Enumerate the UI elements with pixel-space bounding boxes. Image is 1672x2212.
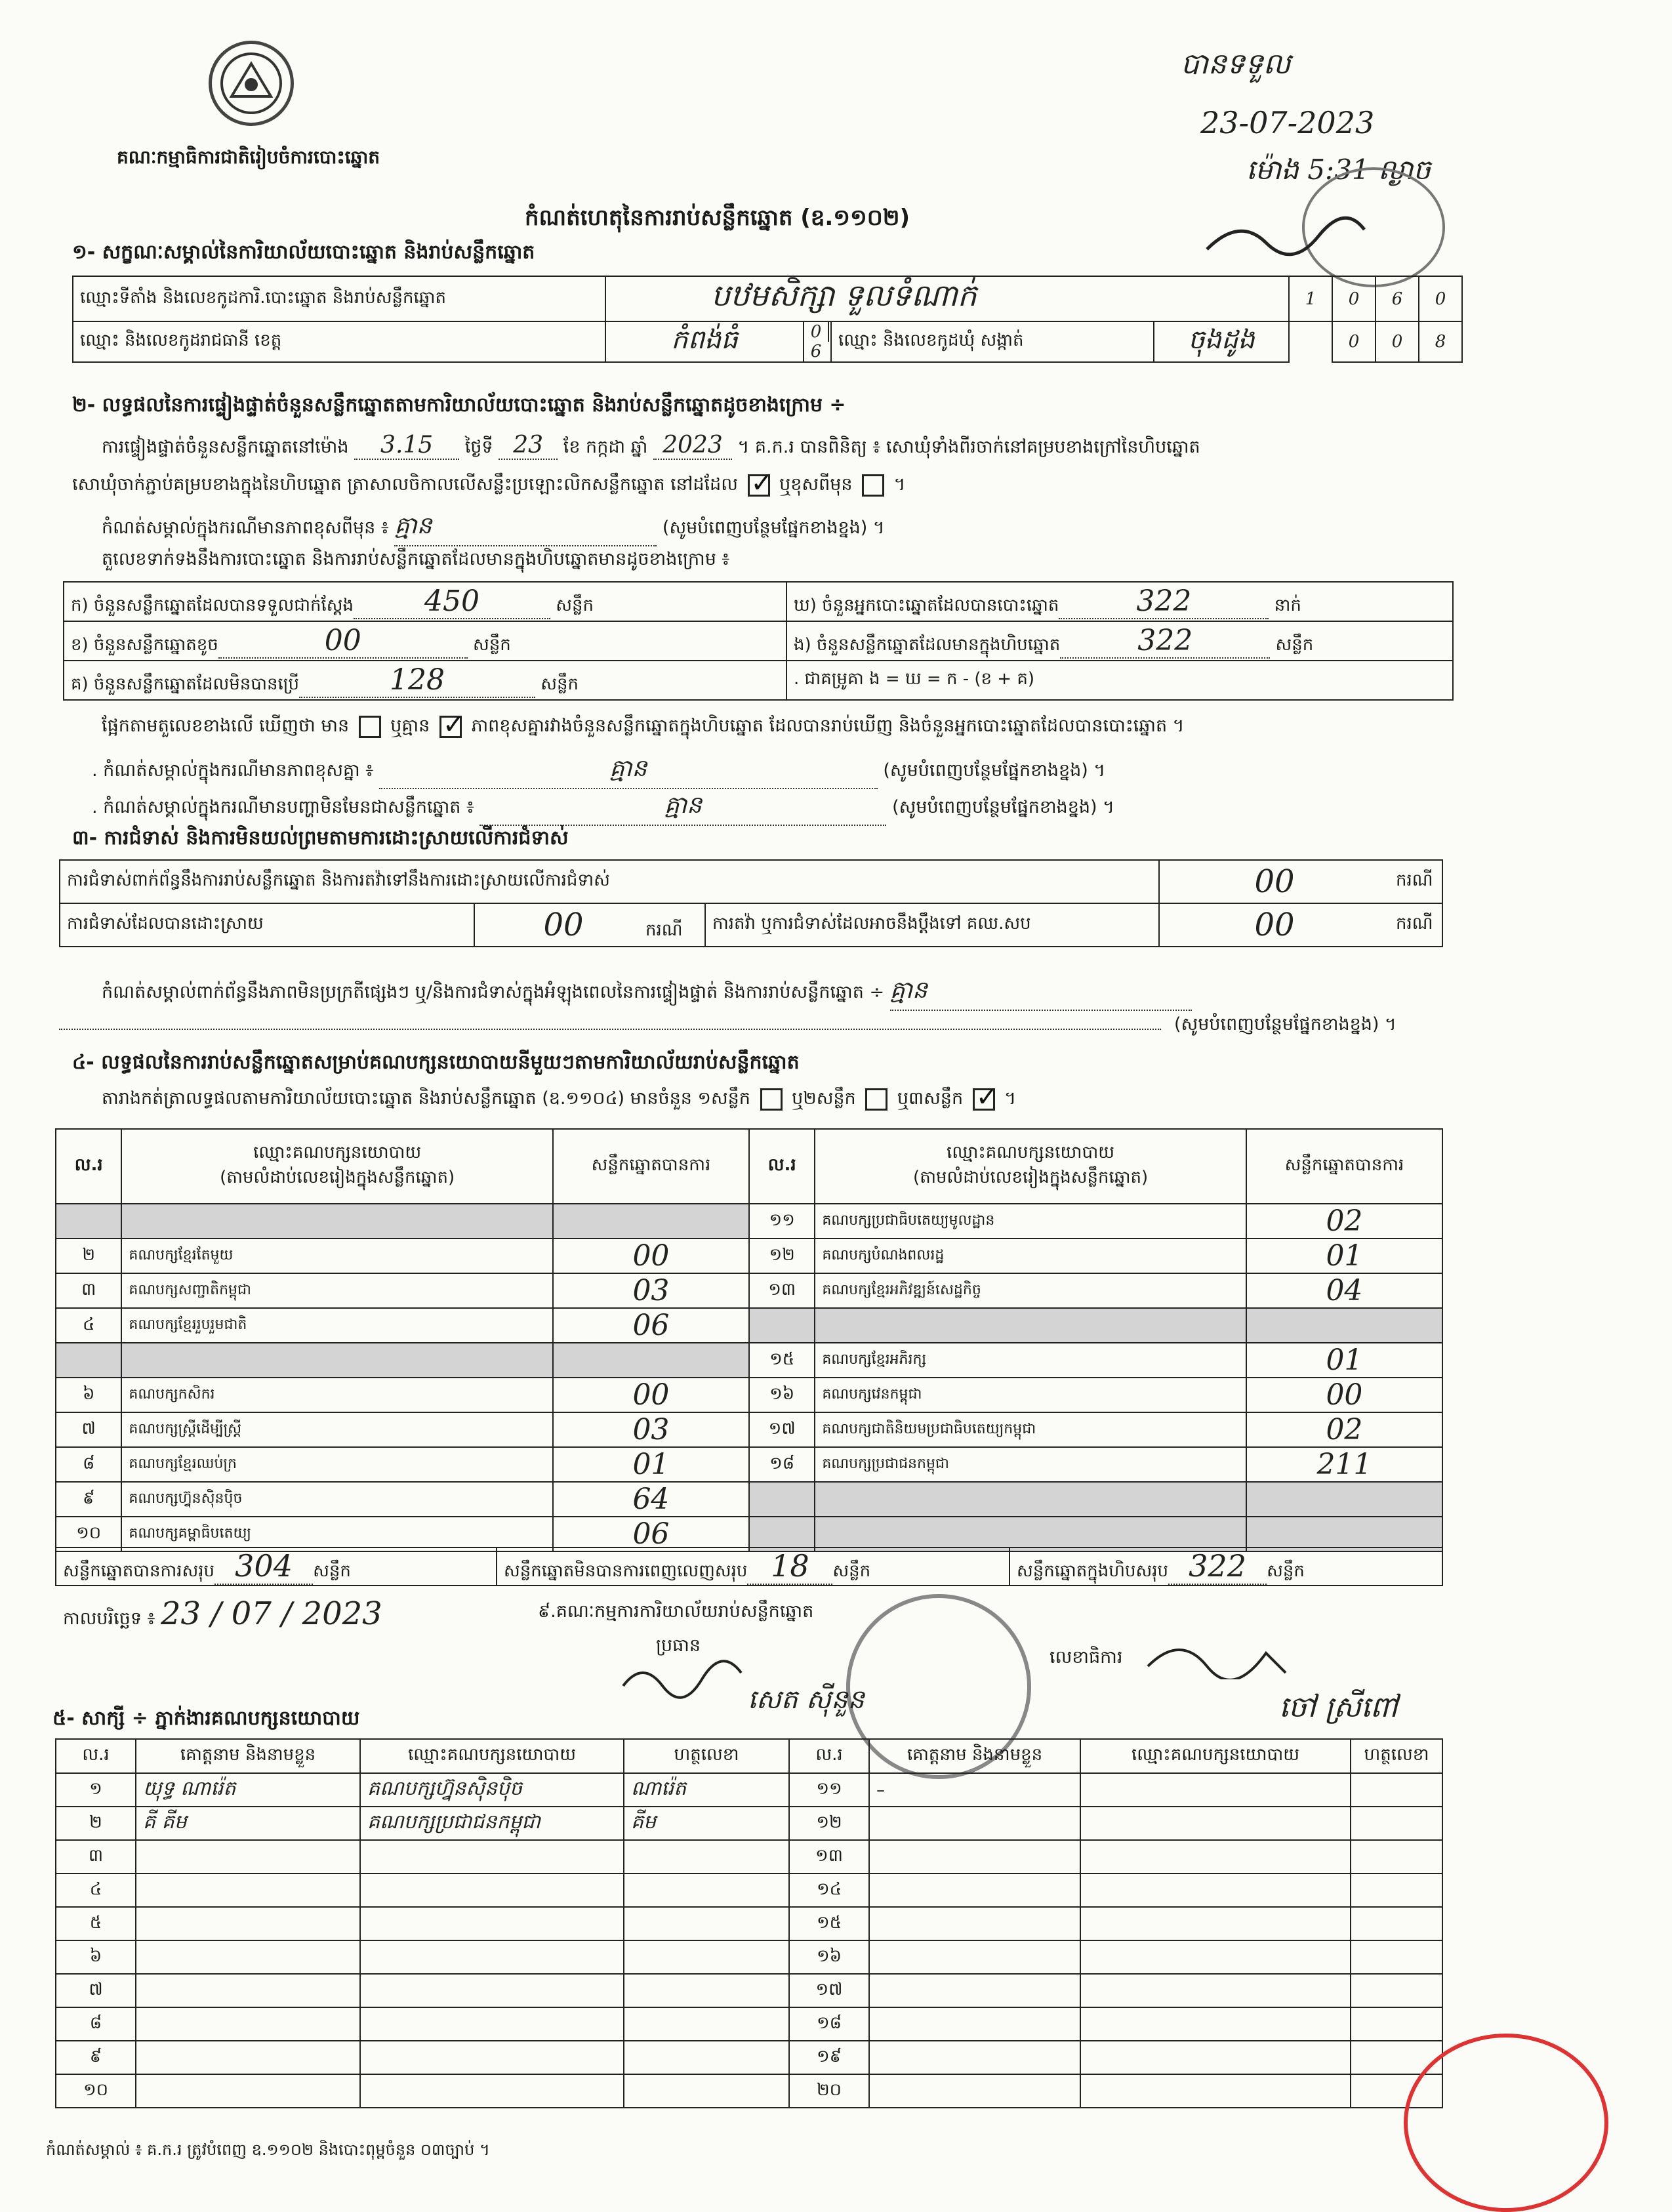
witness-name [136,2007,360,2041]
witness-number: ១ [56,1773,136,1807]
irregularity-line [102,975,1192,1011]
results-row [56,1482,1442,1517]
lock-line-text: សោឃុំចាក់ភ្ជាប់គម្របខាងក្នុងនៃហិបឆ្នោត ត្រាសាលចិកាលលើសន្លឹះប្រឡោះលិកសន្លឹកឆ្នោត នៅដដែល [72,474,738,495]
station-code-digit: 0 [1419,276,1462,321]
witness-party [1080,2074,1351,2108]
party-name: គណបក្សប្រជាធិបតេយ្យមូលដ្ឋាន [815,1204,1246,1239]
witness-row [56,1940,1442,1974]
received-date: 23-07-2023 [1200,105,1375,140]
witness-table [55,1738,1443,2108]
witness-col-sign: ហត្ថលេខា [624,1739,789,1773]
party-votes: 06 [553,1308,749,1343]
party-name: គណបក្សខ្មែរតែមួយ [121,1239,553,1273]
witness-number: ១៤ [789,1874,869,1907]
col-party-header [815,1129,1246,1204]
witness-signature [1351,2007,1442,2041]
difference-explanation: ភាពខុសគ្នារវាងចំនួនសន្លឹកឆ្នោតក្នុងហិបឆ្នោត ដែលបានរាប់ឃើញ និងចំនួនអ្នកបោះឆ្នោតដែលបានបោះឆ្នោត ។ [471,716,1185,736]
witness-number: ៩ [56,2041,136,2074]
col-party-header [121,1129,553,1204]
difference-line-text: ផ្អែកតាមតួលេខខាងលើ ឃើញថា មាន [102,716,350,736]
one-sheet-checkbox[interactable] [760,1088,783,1111]
verification-line [102,432,1200,462]
party-number [749,1308,815,1343]
party-number: ៣ [56,1273,121,1308]
section2-title: ២- លទ្ធផលនៃការផ្ទៀងផ្ទាត់ចំនួនសន្លឹកឆ្នោតតាមការិយាល័យបោះឆ្នោត និងរាប់សន្លឹកឆ្នោតដូចខាងក្រោម ÷ [72,394,846,417]
objections-table [59,859,1443,947]
party-number: ៩ [56,1482,121,1517]
date-line [63,1595,382,1633]
total-invalid-label: សន្លឹកឆ្នោតមិនបានការពេញលេញសរុប [504,1561,748,1581]
witness-signature [624,1907,789,1940]
witness-name [869,1974,1080,2007]
diff-remark-label: . កំណត់សម្គាល់ក្នុងករណីមានភាពខុសគ្នា ៖ [92,760,374,781]
witness-row [56,2074,1442,2108]
witness-number: ១២ [789,1807,869,1840]
witness-party [360,1907,624,1940]
party-number: ១៧ [749,1412,815,1447]
chair-label: ប្រធាន [656,1635,701,1656]
commune-code-digit: 0 [1376,321,1419,362]
province-value: កំពង់ធំ [605,321,804,362]
witness-signature: គីម [624,1807,789,1840]
voters-value: 322 [1059,584,1269,619]
witness-signature [1351,1907,1442,1940]
objections-value: 00 [1159,860,1389,903]
party-number: ៨ [56,1447,121,1482]
witness-party: គណបក្សហ្វ៊ុនស៊ិនប៉ិច [360,1773,624,1807]
witness-row [56,2007,1442,2041]
witness-row [56,1974,1442,2007]
witness-party [1080,1907,1351,1940]
party-name: គណបក្សខ្មែររួបរួមជាតិ [121,1308,553,1343]
appeal-unit: ករណី [1389,903,1442,947]
commune-code-digit: 8 [1419,321,1462,362]
counts-table [63,581,1454,701]
objections-label: ការជំទាស់ពាក់ព័ន្ធនឹងការរាប់សន្លឹកឆ្នោត និងការតវ៉ាទៅនឹងការដោះស្រាយលើការជំទាស់ [60,860,1159,903]
station-code-digit: 1 [1289,276,1332,321]
diff-remark-line [92,753,1105,789]
witness-signature [624,2074,789,2108]
resolved-label: ការជំទាស់ដែលបានដោះស្រាយ [60,903,474,947]
witness-number: ១១ [789,1773,869,1807]
total-valid-cell [56,1547,497,1586]
witness-number: ១៥ [789,1907,869,1940]
witness-name: គី គីម [136,1807,360,1840]
party-name: គណបក្សកសិករ [121,1378,553,1412]
count-row: គ) ចំនួនសន្លឹកឆ្នោតដែលមិនបានប្រើ 128 សន្លឹក [64,661,786,700]
three-sheet-checkbox[interactable] [973,1088,995,1111]
total-invalid-unit: សន្លឹក [832,1561,871,1581]
total-invalid-cell [497,1547,1009,1586]
witness-signature [624,2041,789,2074]
total-box-value: 322 [1168,1548,1267,1585]
witness-party [360,2041,624,2074]
irregularity-value: គ្មាន [890,975,1192,1011]
party-name: គណបក្សហ្វ៊ុនស៊ិនប៉ិច [121,1482,553,1517]
witness-name [869,2007,1080,2041]
difference-note-line [102,510,885,546]
total-valid-value: 304 [214,1548,313,1585]
witness-party [1080,1874,1351,1907]
witness-signature [1351,1807,1442,1840]
witness-name [136,2074,360,2108]
party-number: ១០ [56,1517,121,1551]
witness-number: ១៦ [789,1940,869,1974]
witness-row [56,1773,1442,1807]
verification-time: 3.15 [354,432,459,460]
nec-emblem [209,41,294,126]
chair-name: សេត ស៊ីនួន [748,1685,865,1715]
party-name: គណបក្សខ្មែរអភិវឌ្ឍន៍សេដ្ឋកិច្ច [815,1273,1246,1308]
section4-title: ៤- លទ្ធផលនៃការរាប់សន្លឹកឆ្នោតសម្រាប់គណបក្សនយោបាយនីមួយៗតាមការិយាល័យរាប់សន្លឹកឆ្នោត [72,1051,800,1074]
nec-logo-icon [212,44,291,123]
col-votes-header: សន្លឹកឆ្នោតបានការ [553,1129,749,1204]
secretary-label: លេខាធិការ [1050,1647,1123,1668]
results-row [56,1378,1442,1412]
appeal-value: 00 [1159,903,1389,947]
sheet-count-text: តារាងកត់ត្រាលទ្ធផលតាមការិយាល័យបោះឆ្នោត និងរាប់សន្លឹកឆ្នោត (ឧ.១១០៤) មានចំនួន ១សន្លឹក [102,1088,750,1109]
date-label: កាលបរិច្ឆេទ ៖ [63,1608,155,1629]
witness-number: ១៩ [789,2041,869,2074]
witness-signature [624,2007,789,2041]
unused-ballots-value: 128 [299,663,535,698]
witness-col-party: ឈ្មោះគណបក្សនយោបាយ [1080,1739,1351,1773]
total-box-unit: សន្លឹក [1267,1561,1305,1581]
resolved-unit: ករណី [645,920,683,940]
objections-unit: ករណី [1389,860,1442,903]
witness-name [136,2041,360,2074]
spoiled-ballots-value: 00 [218,624,468,659]
party-name: គណបក្សគម្ពាធិបតេយ្យ [121,1517,553,1551]
party-votes: 03 [553,1412,749,1447]
verification-time-label: ការផ្ទៀងផ្ទាត់ចំនួនសន្លឹកឆ្នោតនៅម៉ោង [102,437,349,457]
witness-col-no: ល.រ [56,1739,136,1773]
party-number [56,1204,121,1239]
witness-signature: ណារ៉េត [624,1773,789,1807]
party-votes: 01 [553,1447,749,1482]
witness-signature [624,1974,789,2007]
changed-option-label: ឬខុសពីមុន [779,474,853,495]
witness-number: ៥ [56,1907,136,1940]
totals-table [55,1547,1443,1586]
results-row [56,1204,1442,1239]
party-number: ៤ [56,1308,121,1343]
party-votes: 02 [1246,1204,1442,1239]
witness-name [869,1840,1080,1874]
ballots-in-box-value: 322 [1060,624,1270,659]
witness-party [1080,1940,1351,1974]
witness-name [136,1974,360,2007]
province-code-digit: 0 [804,322,829,342]
appeal-label: ការតវ៉ា ឬការជំទាស់ដែលអាចនឹងប្ដឹងទៅ គឈ.សប [705,903,1159,947]
party-name: គណបក្សបំណងពលរដ្ឋ [815,1239,1246,1273]
results-row [56,1412,1442,1447]
received-time: ម៉ោង 5:31 ល្ងាច [1246,154,1431,186]
witness-row [56,1840,1442,1874]
witness-signature [1351,1840,1442,1874]
no-difference-checkbox[interactable] [439,716,462,738]
party-votes [1246,1482,1442,1517]
party-name: គណបក្សប្រជាជនកម្ពុជា [815,1447,1246,1482]
party-name: គណបក្សស្រ្តីដើម្បីស្ត្រី [121,1412,553,1447]
nec-red-seal [1404,2034,1608,2212]
witness-number: ១៣ [789,1840,869,1874]
witness-signature [1351,1974,1442,2007]
commune-value: ចុងដូង [1154,321,1289,362]
party-votes: 00 [553,1239,749,1273]
party-name [121,1343,553,1378]
difference-note-label: កំណត់សម្គាល់ក្នុងករណីមានភាពខុសពីមុន ៖ [102,518,389,538]
witness-col-no: ល.រ [789,1739,869,1773]
witness-number: ២០ [789,2074,869,2108]
witness-signature [1351,1773,1442,1807]
commune-code-digit: 0 [1332,321,1376,362]
total-box-cell [1009,1547,1442,1586]
lock-line: សោឃុំចាក់ភ្ជាប់គម្របខាងក្នុងនៃហិបឆ្នោត ត្រាសាលចិកាលលើសន្លឹះប្រឡោះលិកសន្លឹកឆ្នោត នៅដដែល ✓ ឬខុសពីមុន ។ [72,474,905,499]
party-votes: 04 [1246,1273,1442,1308]
witness-party [1080,2041,1351,2074]
witness-number: ៧ [56,1974,136,2007]
committee-name: គណៈកម្មាធិការជាតិរៀបចំការបោះឆ្នោត [117,146,380,168]
party-name [121,1204,553,1239]
witness-party [360,1940,624,1974]
party-votes: 00 [1246,1378,1442,1412]
witness-number: ១០ [56,2074,136,2108]
witness-signature [624,1940,789,1974]
total-invalid-value: 18 [747,1548,832,1585]
witness-party [360,1840,624,1874]
party-votes [553,1204,749,1239]
witness-name [136,1907,360,1940]
verification-year: 2023 [653,432,732,460]
witness-number: ២ [56,1807,136,1840]
party-number: ១១ [749,1204,815,1239]
station-code-digit: 6 [1376,276,1419,321]
witness-name [869,1907,1080,1940]
total-valid-unit: សន្លឹក [313,1561,351,1581]
results-row [56,1343,1442,1378]
party-name: គណបក្សជាតិនិយមប្រជាធិបតេយ្យកម្ពុជា [815,1412,1246,1447]
party-name: គណបក្សខ្មែរអភិរក្ស [815,1343,1246,1378]
count-row: ង) ចំនួនសន្លឹកឆ្នោតដែលមានក្នុងហិបឆ្នោត 322 សន្លឹក [786,621,1453,661]
witness-row [56,1907,1442,1940]
witness-name [136,1874,360,1907]
party-number: ៦ [56,1378,121,1412]
col-no-header: ល.រ [749,1129,815,1204]
received-signature-icon [1200,210,1371,269]
section5-title: ៥- សាក្សី ÷ ភ្នាក់ងារគណបក្សនយោបាយ [52,1707,360,1730]
date-value: 23 / 07 / 2023 [161,1595,382,1632]
total-valid-label: សន្លឹកឆ្នោតបានការសរុប [63,1561,215,1581]
secretary-name: ចៅ ស្រីពៅ [1279,1690,1398,1724]
difference-note-value: គ្មាន [394,510,657,546]
two-sheet-checkbox[interactable] [865,1088,887,1111]
count-row: ឃ) ចំនួនអ្នកបោះឆ្នោតដែលបានបោះឆ្នោត 322 នាក់ [786,582,1453,621]
party-name: គណបក្សសញ្ជាតិកម្ពុជា [121,1273,553,1308]
footer-note: កំណត់សម្គាល់ ៖ គ.ក.រ ត្រូវបំពេញ ឧ.១១០២ និងបោះពុម្ពចំនួន ០៣ច្បាប់ ។ [46,2140,490,2159]
col-party-subtitle: (តាមលំដាប់លេខរៀងក្នុងសន្លឹកឆ្នោត) [220,1168,455,1187]
same-checkbox[interactable] [748,474,770,497]
witness-name [869,1940,1080,1974]
party-votes: 03 [553,1273,749,1308]
party-votes: 02 [1246,1412,1442,1447]
diff-remark-value: គ្មាន [379,753,878,789]
committee-label: ៩.គណៈកម្មការការិយាល័យរាប់សន្លឹកឆ្នោត [538,1601,814,1622]
witness-name: យុទ្ធ ណារ៉េត [136,1773,360,1807]
witness-party [1080,1974,1351,2007]
col-party-subtitle: (តាមលំដាប់លេខរៀងក្នុងសន្លឹកឆ្នោត) [913,1168,1149,1187]
witness-name [136,1940,360,1974]
party-name: គណបក្សវេនកម្ពុជា [815,1378,1246,1412]
party-number [749,1482,815,1517]
resolved-cell [474,903,705,947]
province-code-digit: 6 [810,342,822,361]
party-number: ១៥ [749,1343,815,1378]
received-note: បានទទួល [1181,47,1291,81]
three-sheet-label: ឬ៣សន្លឹក [897,1088,964,1109]
chair-signature-icon [617,1660,748,1706]
non-ballot-remark-line [92,790,1114,826]
count-row: ក) ចំនួនសន្លឹកឆ្នោតដែលបានទទួលជាក់ស្តែង 450 សន្លឹក [64,582,786,621]
col-party-title: ឈ្មោះគណបក្សនយោបាយ [947,1143,1115,1162]
witness-col-party: ឈ្មោះគណបក្សនយោបាយ [360,1739,624,1773]
secretary-signature-icon [1141,1633,1292,1679]
party-votes: 211 [1246,1447,1442,1482]
party-votes: 06 [553,1517,749,1551]
witness-number: ៦ [56,1940,136,1974]
witness-signature [624,1840,789,1874]
party-number: ១៦ [749,1378,815,1412]
party-votes [553,1343,749,1378]
station-label: ឈ្មោះទីតាំង និងលេខកូដការិ.បោះឆ្នោត និងរាប់សន្លឹកឆ្នោត [73,276,605,321]
party-number: ៧ [56,1412,121,1447]
irregularity-hint: (សូមបំពេញបន្ថែមផ្នែកខាងខ្នង) ។ [1174,1014,1397,1034]
witness-name [869,2074,1080,2108]
witness-col-name: គោត្តនាម និងនាមខ្លួន [869,1739,1080,1773]
party-votes: 01 [1246,1239,1442,1273]
station-value: បឋមសិក្សា ទួលទំណាក់ [605,276,1289,321]
witness-row [56,2041,1442,2074]
party-number: ១២ [749,1239,815,1273]
non-ballot-remark-label: . កំណត់សម្គាល់ក្នុងករណីមានបញ្ហាមិនមែនជាសន្លឹកឆ្នោត ៖ [92,797,474,817]
witness-number: ៣ [56,1840,136,1874]
results-row [56,1273,1442,1308]
received-ballots-value: 450 [354,584,550,619]
col-votes-header: សន្លឹកឆ្នោតបានការ [1246,1129,1442,1204]
non-ballot-remark-value: គ្មាន [479,790,886,826]
figures-intro: តួលេខទាក់ទងនឹងការបោះឆ្នោត និងការរាប់សន្លឹកឆ្នោតដែលមានក្នុងហិបឆ្នោតមានដូចខាងក្រោម ៖ [102,549,730,569]
witness-row [56,1874,1442,1907]
section3-title: ៣- ការជំទាស់ និងការមិនយល់ព្រមតាមការដោះស្រាយលើការជំទាស់ [72,827,569,850]
results-table [55,1128,1443,1552]
party-name: គណបក្សខ្មែរឈប់ក្រ [121,1447,553,1482]
party-votes: 64 [553,1482,749,1517]
verification-month-label: ខែ កក្កដា ឆ្នាំ [563,437,648,457]
results-row [56,1447,1442,1482]
party-number [56,1343,121,1378]
witness-col-sign: ហត្ថលេខា [1351,1739,1442,1773]
verification-day: 23 [499,432,558,460]
formula-row: . ជាគម្រូគា ង = ឃ = ក - (ខ + គ) [786,661,1453,700]
witness-party [1080,1773,1351,1807]
witness-name [869,1807,1080,1840]
witness-number: ១៨ [789,2007,869,2041]
diff-remark-hint: (សូមបំពេញបន្ថែមផ្នែកខាងខ្នង) ។ [883,760,1106,781]
resolved-value: 00 [543,906,584,943]
difference-note-hint: (សូមបំពេញបន្ថែមផ្នែកខាងខ្នង) ។ [662,518,885,538]
party-name [815,1308,1246,1343]
non-ballot-remark-hint: (សូមបំពេញបន្ថែមផ្នែកខាងខ្នង) ។ [892,797,1114,817]
witness-party [1080,1840,1351,1874]
province-label: ឈ្មោះ និងលេខកូដរាជធានី ខេត្ត [73,321,605,362]
total-box-label: សន្លឹកឆ្នោតក្នុងហិបសរុប [1017,1561,1169,1581]
results-row [56,1239,1442,1273]
verification-day-label: ថ្ងៃទី [464,437,493,457]
witness-signature [1351,1940,1442,1974]
witness-party [1080,1807,1351,1840]
party-votes: 00 [553,1378,749,1412]
sheet-count-line: តារាងកត់ត្រាលទ្ធផលតាមការិយាល័យបោះឆ្នោត និងរាប់សន្លឹកឆ្នោត (ឧ.១១០៤) មានចំនួន ១សន្លឹក ឬ២សន្លឹក ឬ៣សន្លឹក ✓ ។ [102,1088,1016,1113]
witness-party: គណបក្សប្រជាជនកម្ពុជា [360,1807,624,1840]
witness-party [360,2074,624,2108]
witness-number: ៨ [56,2007,136,2041]
two-sheet-label: ឬ២សន្លឹក [792,1088,856,1109]
witness-name [869,2041,1080,2074]
witness-name [869,1874,1080,1907]
col-party-title: ឈ្មោះគណបក្សនយោបាយ [253,1143,422,1162]
witness-signature [624,1874,789,1907]
has-difference-checkbox[interactable] [359,716,381,738]
witness-party [360,2007,624,2041]
party-number: ១៨ [749,1447,815,1482]
party-number: ១៣ [749,1273,815,1308]
section1-title: ១- សក្ខណៈសម្គាល់នៃការិយាល័យបោះឆ្នោត និងរាប់សន្លឹកឆ្នោត [72,241,535,264]
witness-number: ១៧ [789,1974,869,2007]
irregularity-continuation [59,1029,1161,1030]
witness-party [1080,2007,1351,2041]
verification-note: ។ គ.ក.រ បានពិនិត្យ ៖ សោឃុំទាំងពីរចាក់នៅគម្របខាងក្រៅនៃហិបឆ្នោត [737,437,1200,457]
party-name [815,1482,1246,1517]
party-votes: 01 [1246,1343,1442,1378]
witness-party [360,1974,624,2007]
witness-name: – [869,1773,1080,1807]
commune-label: ឈ្មោះ និងលេខកូដឃុំ សង្កាត់ [831,321,1154,362]
difference-line [102,715,1184,741]
station-code-digit: 0 [1332,276,1376,321]
count-row: ខ) ចំនួនសន្លឹកឆ្នោតខូច 00 សន្លឹក [64,621,786,661]
section1-table [72,276,1463,363]
witness-party [360,1874,624,1907]
witness-row [56,1807,1442,1840]
witness-name [136,1840,360,1874]
results-row [56,1308,1442,1343]
changed-checkbox[interactable] [862,474,884,497]
party-votes [1246,1308,1442,1343]
witness-signature [1351,1874,1442,1907]
col-no-header: ល.រ [56,1129,121,1204]
irregularity-label: កំណត់សម្គាល់ពាក់ព័ន្ធនឹងភាពមិនប្រក្រតីផ្សេងៗ ឬ/និងការជំទាស់ក្នុងអំឡុងពេលនៃការផ្ទៀងផ្ទាត់ និងការរាប់សន្លឹកឆ្នោត ÷ [102,982,885,1002]
witness-col-name: គោត្តនាម និងនាមខ្លួន [136,1739,360,1773]
form-title: កំណត់ហេតុនៃការរាប់សន្លឹកឆ្នោត (ឧ.១១០២) [525,205,910,231]
witness-number: ៤ [56,1874,136,1907]
no-difference-label: ឬគ្មាន [390,716,430,736]
party-number: ២ [56,1239,121,1273]
